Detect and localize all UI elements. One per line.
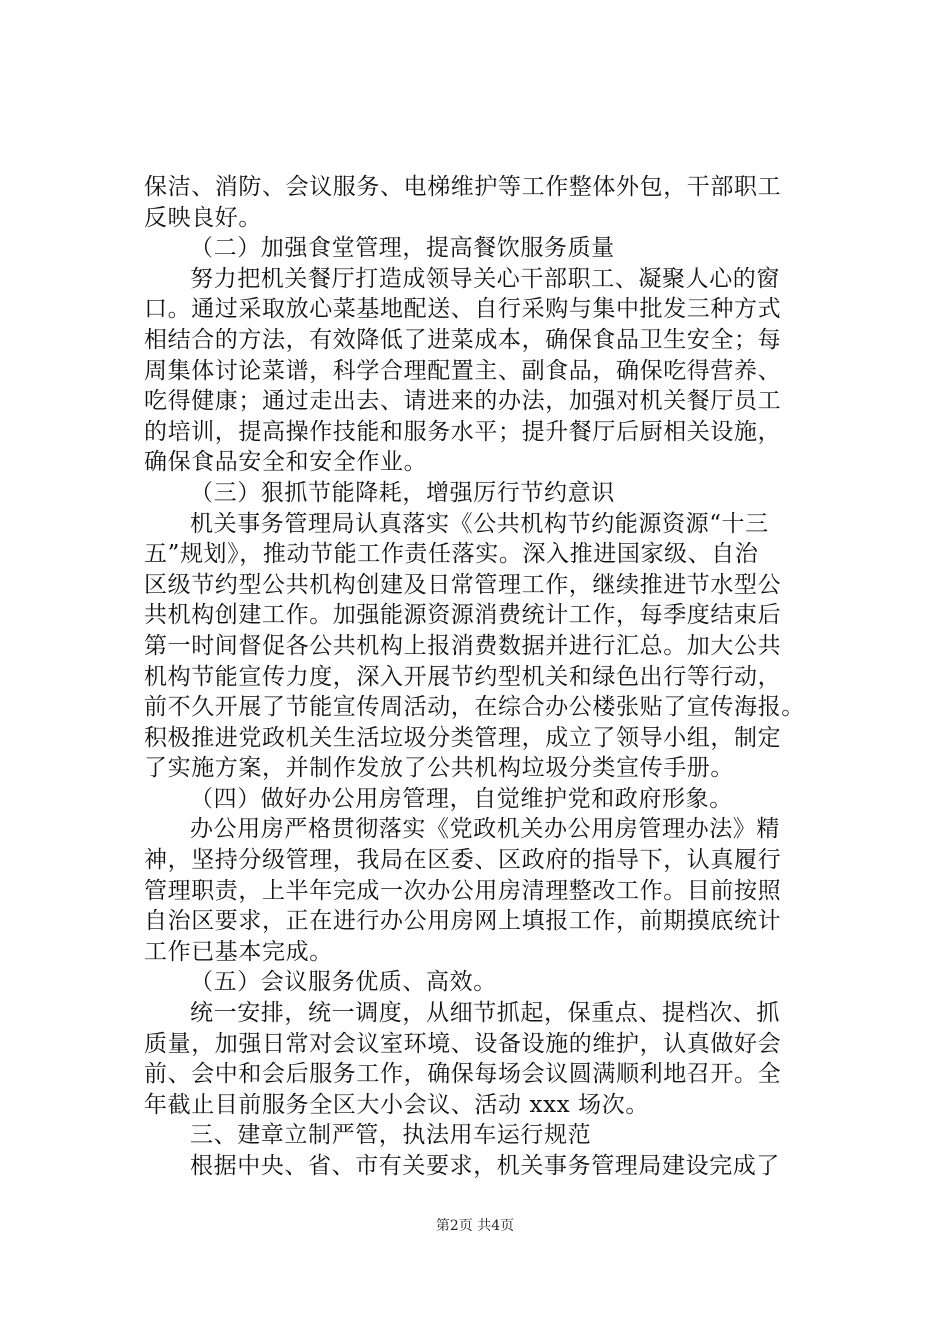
- text-line: 努力把机关餐厅打造成领导关心干部职工、凝聚人心的窗: [190, 265, 780, 292]
- text-line: 吃得健康；通过走出去、请进来的办法，加强对机关餐厅员工: [144, 388, 782, 415]
- text-line: （三）狠抓节能降耗，增强厉行节约意识: [190, 479, 615, 506]
- text-line: 机构节能宣传力度，深入开展节约型机关和绿色出行等行动，: [144, 663, 782, 690]
- text-line: 质量，加强日常对会议室环境、设备设施的维护，认真做好会: [144, 1030, 782, 1057]
- text-line: 神，坚持分级管理，我局在区委、区政府的指导下，认真履行: [144, 847, 782, 874]
- text-line: 根据中央、省、市有关要求，机关事务管理局建设完成了: [190, 1153, 780, 1179]
- text-line: （五）会议服务优质、高效。: [190, 969, 497, 996]
- text-line: 办公用房严格贯彻落实《党政机关办公用房管理办法》精: [190, 816, 780, 843]
- text-line: 机关事务管理局认真落实《公共机构节约能源资源“十三: [190, 510, 769, 537]
- text-line: 周集体讨论菜谱，科学合理配置主、副食品，确保吃得营养、: [144, 357, 782, 384]
- text-line: 相结合的方法，有效降低了进菜成本，确保食品卫生安全；每: [144, 326, 782, 353]
- text-line: 保洁、消防、会议服务、电梯维护等工作整体外包，干部职工: [144, 174, 782, 200]
- text-line: 共机构创建工作。加强能源资源消费统计工作，每季度结束后: [144, 602, 782, 629]
- text-line: 第一时间督促各公共机构上报消费数据并进行汇总。加大公共: [144, 632, 782, 659]
- text-line: 区级节约型公共机构创建及日常管理工作，继续推进节水型公: [144, 571, 782, 598]
- text-line: 了实施方案，并制作发放了公共机构垃圾分类宣传手册。: [144, 755, 734, 782]
- text-line: 五”规划》，推动节能工作责任落实。深入推进国家级、自治: [144, 541, 759, 568]
- text-line: 反映良好。: [144, 204, 262, 231]
- text-line: 统一安排，统一调度，从细节抓起，保重点、提档次、抓: [190, 1000, 780, 1027]
- text-line: （二）加强食堂管理，提高餐饮服务质量: [190, 235, 615, 262]
- text-line: 前不久开展了节能宣传周活动，在综合办公楼张贴了宣传海报。: [144, 694, 805, 721]
- page-footer: 第2页 共4页: [435, 1218, 515, 1234]
- text-line: 前、会中和会后服务工作，确保每场会议圆满顺利地召开。全: [144, 1061, 782, 1088]
- text-line: 积极推进党政机关生活垃圾分类管理，成立了领导小组，制定: [144, 724, 782, 751]
- text-line: 确保食品安全和安全作业。: [144, 449, 428, 476]
- text-line: 自治区要求，正在进行办公用房网上填报工作，前期摸底统计: [144, 908, 782, 935]
- text-line: 口。通过采取放心菜基地配送、自行采购与集中批发三种方式: [144, 296, 782, 323]
- text-line: （四）做好办公用房管理，自觉维护党和政府形象。: [190, 785, 733, 812]
- text-line: 管理职责，上半年完成一次办公用房清理整改工作。目前按照: [144, 877, 782, 904]
- text-line: 工作已基本完成。: [144, 938, 333, 965]
- document-body: [144, 172, 834, 1182]
- text-line: 年截止目前服务全区大小会议、活动 xxx 场次。: [144, 1091, 649, 1118]
- text-line: 三、建章立制严管，执法用车运行规范: [190, 1122, 592, 1149]
- text-line: 的培训，提高操作技能和服务水平；提升餐厅后厨相关设施，: [144, 418, 782, 445]
